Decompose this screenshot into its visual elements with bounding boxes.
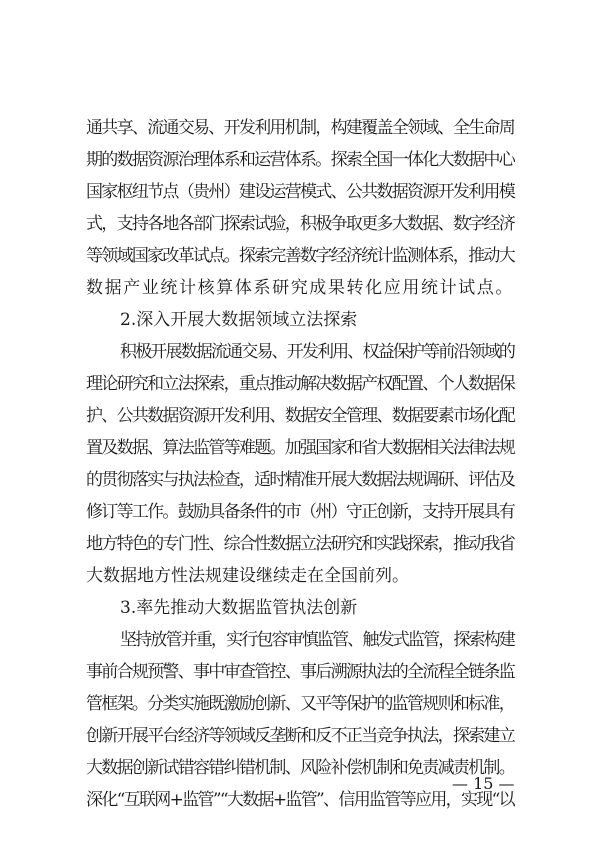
- text-line: 置及数据、算法监管等难题。加强国家和省大数据相关法律法规: [86, 438, 514, 458]
- section-heading: 3.率先推动大数据监管执法创新: [120, 598, 358, 618]
- text-line: 护、公共数据资源开发利用、数据安全管理、数据要素市场化配: [86, 406, 514, 426]
- text-line: 期的数据资源治理体系和运营体系。探索全国一体化大数据中心: [86, 150, 514, 170]
- text-line: 数据产业统计核算体系研究成果转化应用统计试点。: [86, 278, 514, 298]
- text-line: 通共享、流通交易、开发利用机制，构建覆盖全领域、全生命周: [86, 118, 514, 138]
- text-line: 深化“互联网+监管”“大数据+监管”、信用监管等应用，实现“以: [86, 790, 514, 810]
- page-number: — 15 —: [452, 774, 515, 793]
- text-line: 创新开展平台经济等领域反垄断和反不正当竞争执法，探索建立: [86, 726, 514, 746]
- text-line: 地方特色的专门性、综合性数据立法研究和实践探索，推动我省: [86, 534, 514, 554]
- text-line: 国家枢纽节点（贵州）建设运营模式、公共数据资源开发利用模: [86, 182, 514, 202]
- text-line: 坚持放管并重，实行包容审慎监管、触发式监管，探索构建: [120, 630, 514, 650]
- text-line: 大数据地方性法规建设继续走在全国前列。: [86, 566, 409, 586]
- text-line: 理论研究和立法探索，重点推动解决数据产权配置、个人数据保: [86, 374, 514, 394]
- text-line: 管框架。分类实施既激励创新、又平等保护的监管规则和标准，: [86, 694, 514, 714]
- text-line: 事前合规预警、事中审查管控、事后溯源执法的全流程全链条监: [86, 662, 514, 682]
- section-heading: 2.深入开展大数据领域立法探索: [120, 310, 358, 330]
- text-line: 大数据创新试错容错纠错机制、风险补偿机制和免责减责机制。: [86, 758, 514, 778]
- text-line: 修订等工作。鼓励具备条件的市（州）守正创新，支持开展具有: [86, 502, 514, 522]
- text-line: 积极开展数据流通交易、开发利用、权益保护等前沿领域的: [120, 342, 514, 362]
- text-line: 等领域国家改革试点。探索完善数字经济统计监测体系，推动大: [86, 246, 514, 266]
- text-line: 式，支持各地各部门探索试验，积极争取更多大数据、数字经济: [86, 214, 514, 234]
- text-line: 的贯彻落实与执法检查，适时精准开展大数据法规调研、评估及: [86, 470, 514, 490]
